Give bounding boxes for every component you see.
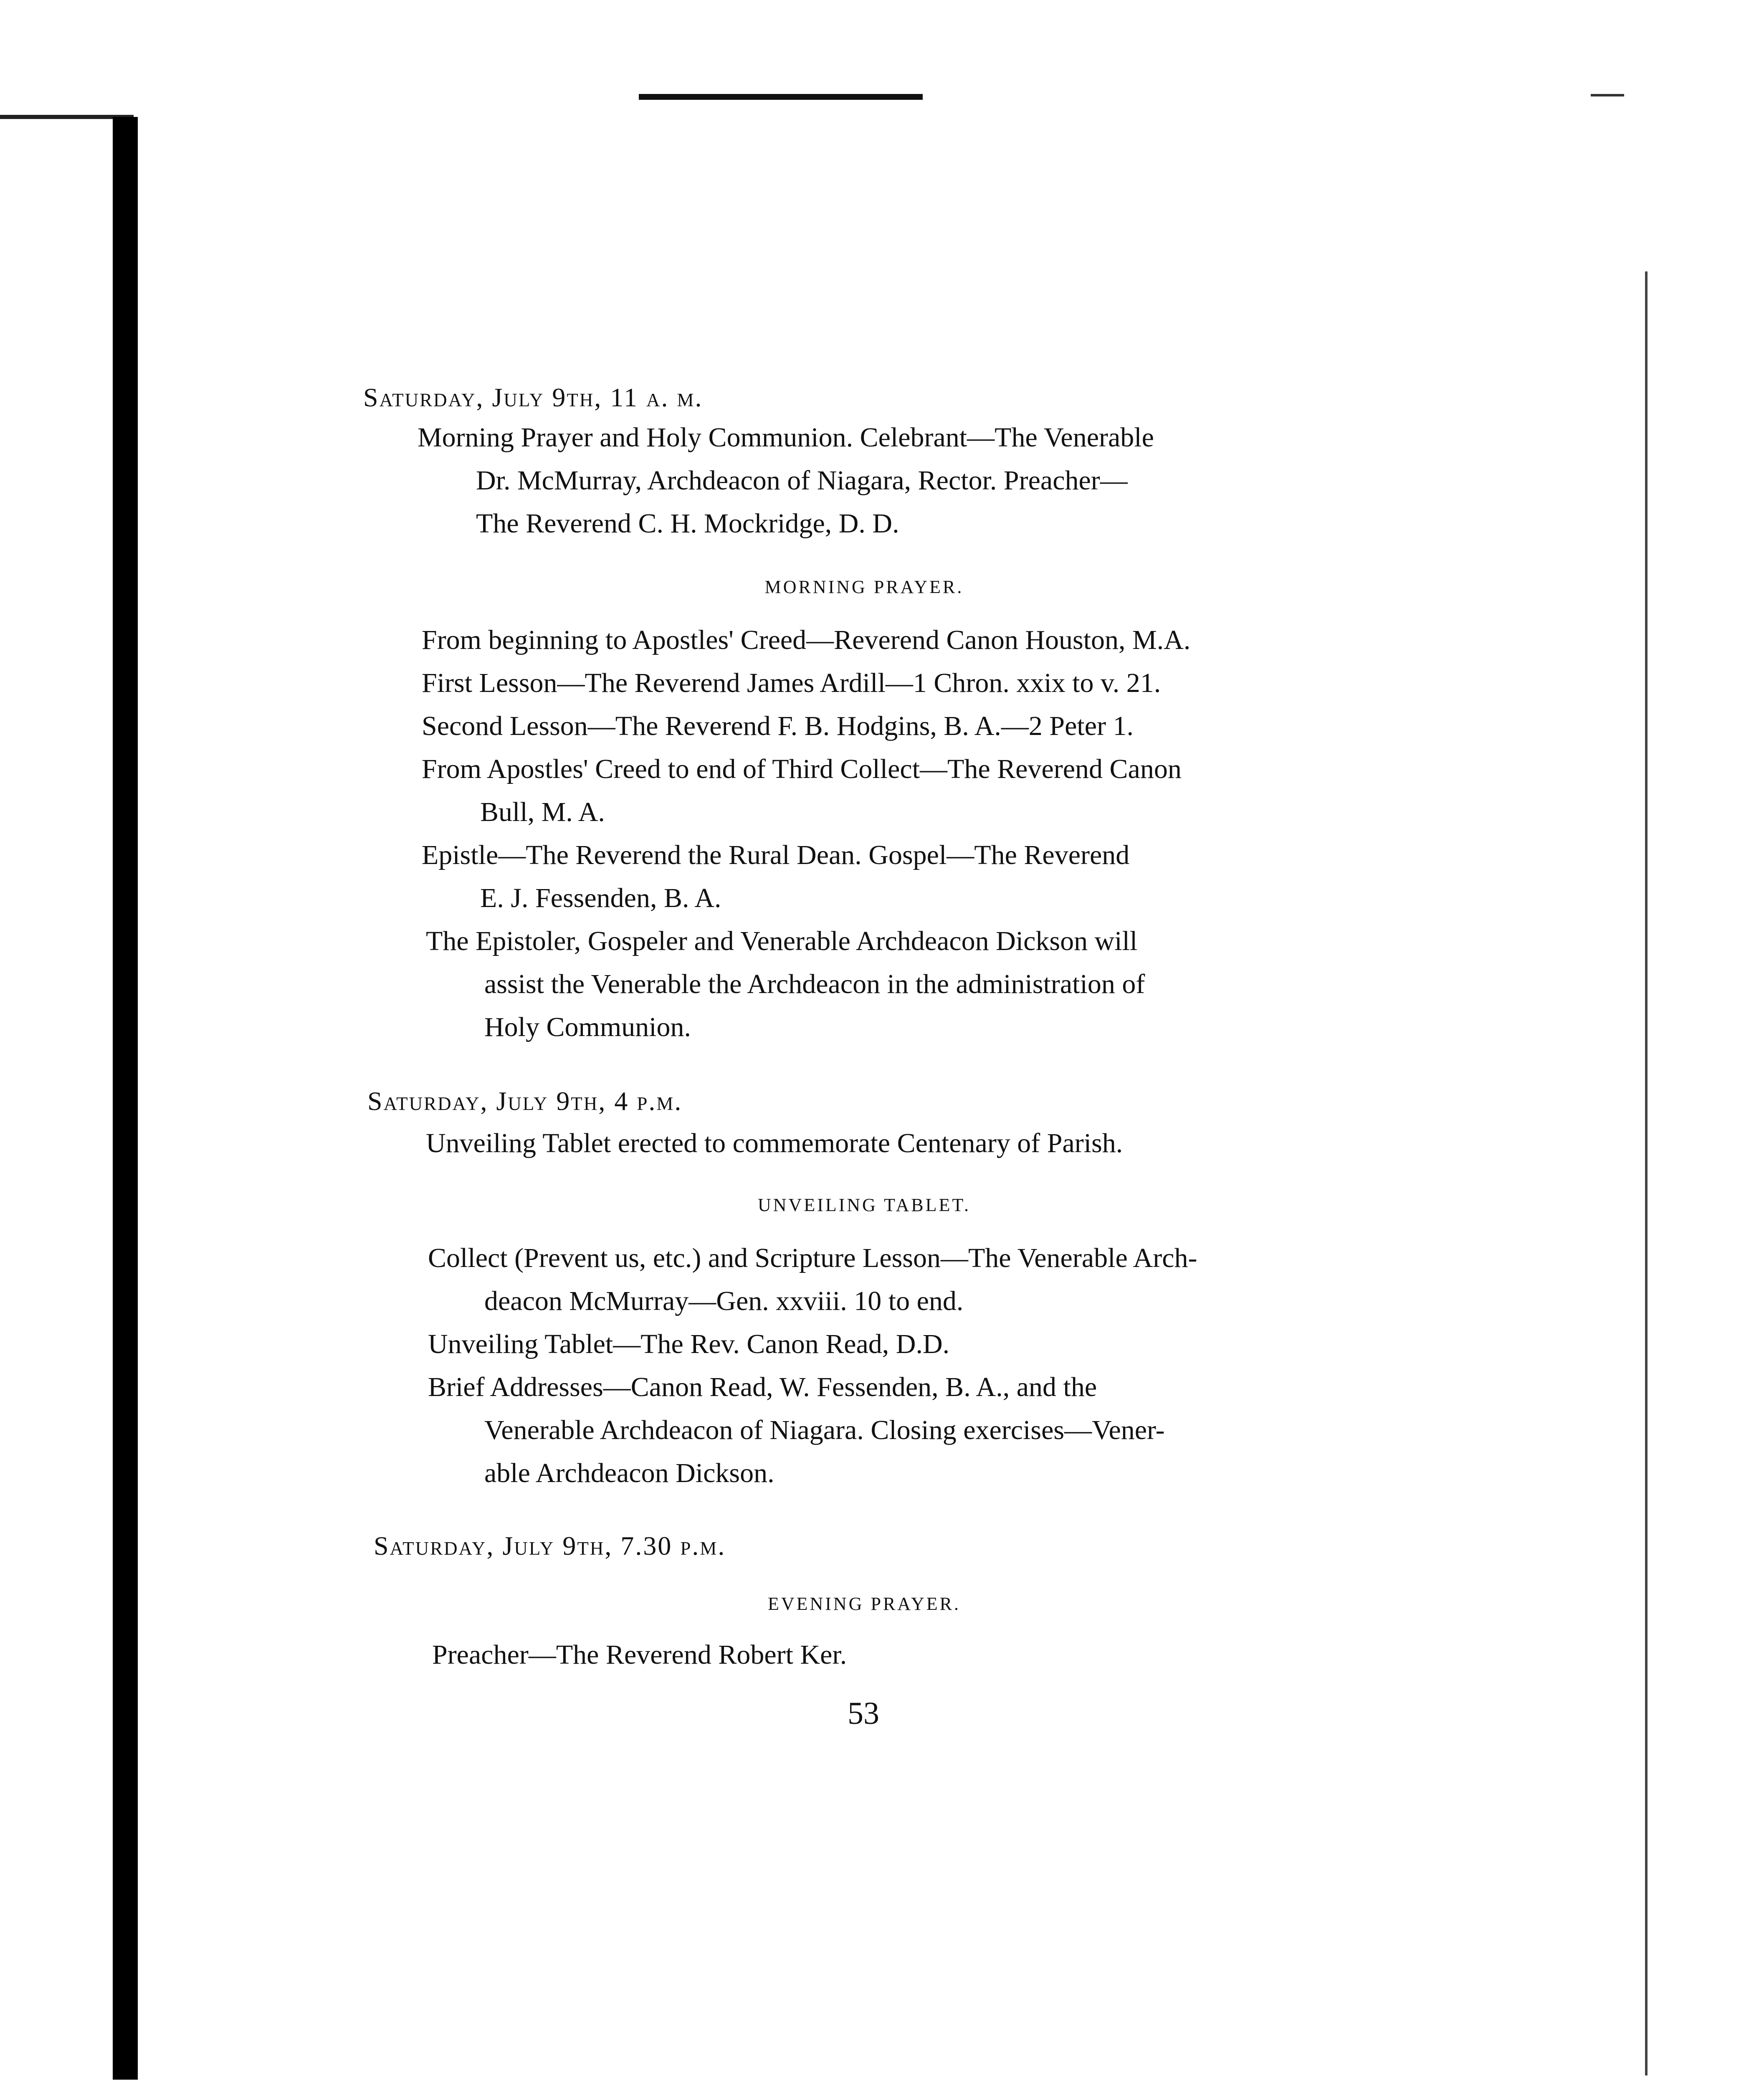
- service-item: Collect (Prevent us, etc.) and Scripture Lesson—The Venerable Arch-: [428, 1243, 1197, 1273]
- subheading: EVENING PRAYER.: [767, 1594, 961, 1614]
- service-item: From Apostles' Creed to end of Third Collect—The Reverend Canon: [422, 754, 1182, 784]
- intro-line: Morning Prayer and Holy Communion. Celebrant—The Venerable: [418, 422, 1154, 453]
- page-number: 53: [848, 1696, 879, 1731]
- intro-line: Unveiling Tablet erected to commemorate Centenary of Parish.: [426, 1128, 1123, 1158]
- section-heading: Saturday, July 9th, 11 a. m.: [363, 383, 703, 412]
- intro-line: The Reverend C. H. Mockridge, D. D.: [476, 508, 899, 539]
- service-item: Preacher—The Reverend Robert Ker.: [432, 1639, 847, 1670]
- service-item: First Lesson—The Reverend James Ardill—1 Chron. xxix to v. 21.: [422, 668, 1161, 698]
- service-item: Second Lesson—The Reverend F. B. Hodgins, B. A.—2 Peter 1.: [422, 711, 1134, 741]
- subheading: MORNING PRAYER.: [764, 577, 964, 597]
- service-item: Brief Addresses—Canon Read, W. Fessenden, B. A., and the: [428, 1372, 1097, 1402]
- service-item: Venerable Archdeacon of Niagara. Closing exercises—Vener-: [484, 1415, 1165, 1445]
- service-item: Holy Communion.: [484, 1012, 691, 1042]
- section-heading: Saturday, July 9th, 4 p.m.: [367, 1086, 683, 1116]
- section-heading: Saturday, July 9th, 7.30 p.m.: [374, 1531, 726, 1561]
- service-item: Epistle—The Reverend the Rural Dean. Gospel—The Reverend: [422, 840, 1130, 870]
- service-item: From beginning to Apostles' Creed—Reverend Canon Houston, M.A.: [422, 625, 1191, 655]
- service-item: Unveiling Tablet—The Rev. Canon Read, D.D.: [428, 1329, 950, 1359]
- service-item: The Epistoler, Gospeler and Venerable Archdeacon Dickson will: [426, 926, 1138, 956]
- service-item: assist the Venerable the Archdeacon in the administration of: [484, 969, 1145, 999]
- service-item: able Archdeacon Dickson.: [484, 1458, 774, 1488]
- intro-line: Dr. McMurray, Archdeacon of Niagara, Rector. Preacher—: [476, 465, 1128, 496]
- service-item: Bull, M. A.: [480, 797, 605, 827]
- service-item: E. J. Fessenden, B. A.: [480, 883, 721, 913]
- service-item: deacon McMurray—Gen. xxviii. 10 to end.: [484, 1286, 964, 1316]
- subheading: UNVEILING TABLET.: [758, 1195, 971, 1215]
